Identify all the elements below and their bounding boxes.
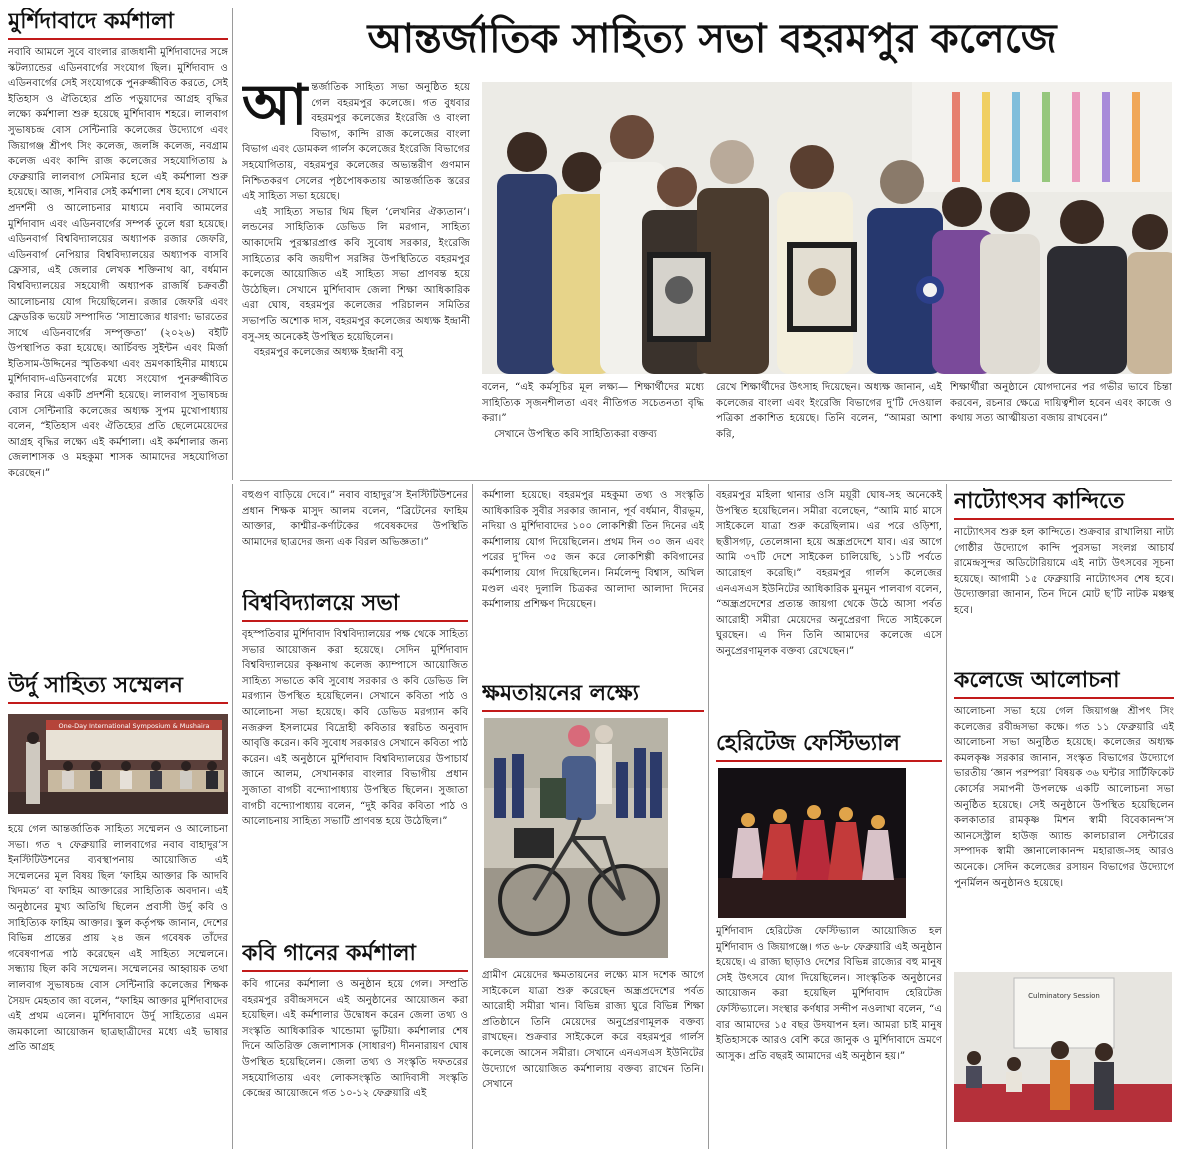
column-divider: [708, 484, 709, 1149]
article-heading: মুর্শিদাবাদে কর্মশালা: [8, 8, 228, 40]
page-title: আন্তর্জাতিক সাহিত্য সভা বহরমপুর কলেজে: [367, 16, 1057, 62]
college-seminar-photo: [954, 972, 1172, 1122]
article-heading: ক্ষমতায়নের লক্ষ্যে: [482, 680, 704, 712]
main-continuation-3: [950, 380, 1172, 478]
article-body: কবি গানের কর্মশালা ও অনুষ্ঠান হয়ে গেল। সম্প্রতি বহরমপুর রবীন্দ্রসদনে এই অনুষ্ঠানের আয়োজন করা হয়েছিল। এই কর্মশালার উদ্বোধন করেন জেলা তথ্য ও সংস্কৃতি আধিকারিক খান্ডোমা ভুটিয়া। কর্মশালার শেষ দিনে অতিরিক্ত জেলাশাসক (সাধারণ) দীননারায়ণ ঘোষ উপস্থিত হয়েছিলেন। জেলা তথ্য ও সংস্কৃতি দফতরের সহযোগিতায় এবং লোকসংস্কৃতি আদিবাসী সংস্কৃতি কেন্দ্রের আয়োজনে গত ১০-১২ ফেব্রুয়ারি এই: [242, 979, 468, 1100]
article-body: বৃহস্পতিবার মুর্শিদাবাদ বিশ্ববিদ্যালয়ের পক্ষ থেকে সাহিত্য সভার আয়োজন করা হয়েছে। সেদিন মুর্শিদাবাদ বিশ্ববিদ্যালয়ের কৃষ্ণনাথ কলেজ ক্যাম্পাসে আয়োজিত সাহিত্য সভাতে কবি সুবোধ সরকার ও কবি ডেভিড লি মরগ্যান উপস্থিত হয়েছিলেন। সেখানে কবিতা পাঠ ও আলোচনা সভা হয়েছে। কবি ডেভিড মরগ্যান কবি নজরুল ইসলামের বিদ্রোহী কবিতার স্বরচিত অনুবাদ আবৃত্তি করেন। কবি সুবোধ সরকারও সেখানে কবিতা পাঠ করেন। এই অনুষ্ঠানে মুর্শিদাবাদ বিশ্ববিদ্যালয়ের উপাচার্য জানে আলম, সেখানকার বাংলার বিভাগীয় প্রধান সুজাতা বাগচী বন্দ্যোপাধ্যায় উপস্থিত ছিলেন। সুজাতা বাগচী বন্দ্যোপাধ্যায় বলেন, “দুই কবির কবিতা পাঠ ও আলোচনায় সাহিত্য সভাটি প্রাণবন্ত হয়ে উঠেছিল।”: [242, 629, 468, 828]
row-divider: [240, 480, 1172, 481]
urdu-banner-text: One-Day International Symposium & Mushaira: [58, 722, 210, 730]
main-cont-text: বলেন, “এই কর্মসূচির মূল লক্ষ্য— শিক্ষার্থীদের মধ্যে সাহিত্যিক সৃজনশীলতা এবং নীতিগত সচেতনতা বৃদ্ধি করা।”: [482, 382, 704, 425]
main-continuation-1: [482, 380, 704, 478]
main-body-text-2: এই সাহিত্য সভার থিম ছিল ‘লেখনির ঐক্যতান’। লন্ডনের সাহিত্যিক ডেভিড লি মরগান, সাহিত্য আকাদেমি পুরস্কারপ্রাপ্ত কবি সুবোধ সরকার, ইংরেজি সাহিত্যের কবি জয়দীপ সরঙ্গির উপস্থিতিতে বহরমপুর কলেজে আয়োজিত এই সাহিত্য সভা প্রাণবন্ত হয়ে উঠেছিল। সেখানে মুর্শিদাবাদ জেলা শিক্ষা আধিকারিক এরা ঘোষ, বহরমপুর কলেজের পরিচালন সমিতির সভাপতি অশোক দাস, বহরমপুর কলেজের অধ্যক্ষ ইন্দ্রানী বসু-সহ অনেকেই উপস্থিত হয়েছিলেন।: [242, 206, 470, 343]
dance-illustration: [718, 768, 906, 918]
continued-text: বহরমপুর মহিলা থানার ওসি ময়ূরী ঘোষ-সহ অনেকেই উপস্থিত হয়েছিলেন। সমীরা বলেছেন, “আমি মার্চ মাসে সাইকেলে যাত্রা শুরু করেছিলাম। এর পরে ওড়িশা, ছত্তীসগঢ়, তেলেঙ্গানা হয়ে অন্ধ্রপ্রদেশে যাব। এর আগে আমি ৩৭টি দেশে সাইকেল চালিয়েছি, ১১টি পর্বতে আরোহণ করেছি।” বহরমপুর গার্লস কলেজের এনএসএস ইউনিটের আধিকারিক মুনমুন পালবাগ বলেন, “অন্ধ্রপ্রদেশের প্রত্যন্ত জায়গা থেকে উঠে আসা পর্বত আরোহী সমীরা মেয়েদের অনুপ্রেরণা দিতে সাইকেলে ঘুরছেন। এ দিন তিনি আমাদের কলেজে এসে অনুপ্রেরণামূলক বক্তব্য রেখেছেন।”: [716, 490, 942, 657]
article-murshidabad-workshop: [8, 8, 228, 668]
article-heading: হেরিটেজ ফেস্টিভ্যাল: [716, 730, 942, 762]
main-continuation-2: [716, 380, 942, 478]
column-divider: [946, 484, 947, 1149]
seminar-illustration: [954, 972, 1172, 1122]
column-divider: [232, 8, 233, 480]
article-heading: উর্দু সাহিত্য সম্মেলন: [8, 672, 228, 704]
article-heading: নাট্যোৎসব কান্দিতে: [954, 488, 1174, 520]
article-body: নাট্যোৎসব শুরু হল কান্দিতে। শুক্রবার রাখালিয়া নাট্য গোষ্ঠীর উদ্যোগে কান্দি পুরসভা সংলগ্ন আচার্য রামেন্দ্রসুন্দর অডিটোরিয়ামে এই নাট্য উৎসবের সূচনা হয়েছে। আগামী ১৫ ফেব্রুয়ারি নাট্যোৎসব শেষ হবে। উদ্যোক্তারা জানান, তিন দিনে মোট ছ’টি নাটক মঞ্চস্থ হবে।: [954, 527, 1174, 616]
article-body: গ্রামীণ মেয়েদের ক্ষমতায়নের লক্ষ্যে মাস দশেক আগে সাইকেলে যাত্রা শুরু করেছেন অন্ধ্রপ্রদেশের পর্বত আরোহী সমীরা খান। বিভিন্ন রাজ্য ঘুরে বিভিন্ন শিক্ষা প্রতিষ্ঠানে তিনি মেয়েদের অনুপ্রেরণামূলক বক্তব্য রাখছেন। শুক্রবার সাইকেলে করে বহরমপুর গার্লস কলেজে আসেন সমীরা। সেখানে এনএসএস ইউনিটের উদ্যোগে আয়োজিত কর্মশালায় বক্তব্য রাখেন তিনি। সেখানে: [482, 970, 704, 1091]
main-cont-text-b: সেখানে উপস্থিত কবি সাহিত্যিকরা বক্তব্য: [494, 428, 657, 440]
cyclist-photo: [484, 718, 668, 958]
continued-text: বহুগুণ বাড়িয়ে দেবে।” নবাব বাহাদুর’স ইনস্টিটিউশনের প্রধান শিক্ষক মাসুদ আলম বলেন, “ব্রিটেনের ফাহিম আক্তার, কাশ্মীর-কর্ণাটকের গবেষকদের উপস্থিতি আমাদের ছাত্রদের জন্য এক বিরল অভিজ্ঞতা।”: [242, 490, 468, 548]
cyclist-illustration: [484, 718, 668, 958]
article-heading: বিশ্ববিদ্যালয়ে সভা: [242, 590, 468, 622]
article-body: হয়ে গেল আন্তর্জাতিক সাহিত্য সম্মেলন ও আলোচনা সভা। গত ৭ ফেব্রুয়ারি লালবাগের নবাব বাহাদুর’স ইনস্টিটিউশনের ব্যবস্থাপনায় আয়োজিত এই সম্মেলনের মূল বিষয় ছিল ‘ফাহিম আক্তার কি আদবি খিদমত’ বা ফাহিম আক্তারের সাহিত্যিক অবদান। এই অনুষ্ঠানের মুখ্য অতিথি ছিলেন প্রবাসী উর্দু কবি ও সাহিত্যিক ফাহিম আক্তার। স্কুল কর্তৃপক্ষ জানান, দেশের বিভিন্ন প্রান্তের প্রায় ২৪ জন গবেষক তাঁদের গবেষণাপত্র পাঠ করেছেন এই সাহিত্য সম্মেলনে। সন্ধ্যায় ছিল কবি সম্মেলন। সম্মেলনের আহ্বায়ক তথা লালবাগ সুভাষচন্দ্র বোস সেন্টিনারি কলেজের শিক্ষক সৈয়দ মেহতাব জা বলেন, “ফাহিম আক্তার মুর্শিদাবাদের এই প্রথম এলেন। মুর্শিদাবাদে উর্দু সাহিত্যের এমন জমকালো আয়োজন ছাত্রছাত্রীদের মধ্যে এই ভাষার প্রতি আগ্রহ: [8, 824, 228, 1054]
literary-meet-illustration: [482, 82, 1172, 374]
urdu-stage-illustration: [8, 714, 228, 814]
column-divider: [472, 484, 473, 1149]
main-cont-text: শিক্ষার্থীরা অনুষ্ঠানে যোগদানের পর গভীর ভাবে চিন্তা করবেন, রচনার ক্ষেত্রে দায়িত্বশীল হবেন এবং কাজে ও কথায় সত্য আত্মীয়তা বজায় রাখবেন।”: [950, 382, 1172, 425]
drop-cap: আ: [242, 80, 308, 138]
column-divider: [232, 484, 233, 1149]
article-body: মুর্শিদাবাদ হেরিটেজ ফেস্টিভ্যাল আয়োজিত হল মুর্শিদাবাদ ও জিয়াগঞ্জে। গত ৬-৮ ফেব্রুয়ারি এই অনুষ্ঠান হয়েছে। এ রাজ্য ছাড়াও দেশের বিভিন্ন রাজ্যের বহু মানুষ সেই উৎসবে যোগ দিয়েছিলেন। সাংস্কৃতিক অনুষ্ঠানের আয়োজন করা হয়েছিল মুর্শিদাবাদ হেরিটেজ ফেস্টিভ্যালে। সংস্থার কর্ণধার সন্দীপ নওলাখা বলেন, “এ বার আমাদের ১৫ বছর উদযাপন হল। আমরা চাই মানুষ ইতিহাসকে আরও বেশি করে জানুক ও মুর্শিদাবাদে ভ্রমণে আসুক। প্রতি বছরই আমাদের এই অনুষ্ঠান হয়।”: [716, 926, 942, 1062]
article-body: আলোচনা সভা হয়ে গেল জিয়াগঞ্জ শ্রীপৎ সিং কলেজের রবীন্দ্রসভা কক্ষে। গত ১১ ফেব্রুয়ারি এই আলোচনা সভা অনুষ্ঠিত হয়েছে। কলেজের অধ্যক্ষ কমলকৃষ্ণ সরকার জানান, সংস্কৃত বিভাগের উদ্যোগে ভারতীয় ‘জ্ঞান পরম্পরা’ বিষয়ক ৩৬ ঘন্টার সার্টিফিকেট কোর্সের সমাপনী উপলক্ষে একটি আলোচনা সভা অনুষ্ঠিত হয়েছে। সেই অনুষ্ঠানে উপস্থিত হয়েছিলেন কলকাতার রামকৃষ্ণ মিশন স্বামী বিবেকানন্দ’স আনসেস্ট্রাল হাউজ় অ্যান্ড কালচারাল সেন্টারের সম্পাদক স্বামী জ্ঞানালোকানন্দ মহারাজ-সহ আরও অনেকে। সেদিন কলেজের রসায়ন বিভাগের উদ্যোগে পুনর্মিলন অনুষ্ঠানও হয়েছে।: [954, 706, 1174, 889]
article-heading: কলেজে আলোচনা: [954, 667, 1174, 699]
column-empowerment: [482, 488, 704, 1152]
article-heading: কবি গানের কর্মশালা: [242, 940, 468, 972]
urdu-conference-photo: [8, 714, 228, 814]
article-urdu-conference: [8, 672, 228, 1152]
column-university-kavigan: [242, 488, 468, 1152]
dance-performance-photo: [718, 768, 906, 918]
main-body-text: ন্তর্জাতিক সাহিত্য সভা অনুষ্ঠিত হয়ে গেল বহরমপুর কলেজে। গত বুধবার বহরমপুর কলেজের ইংরেজি ও বাংলা বিভাগ, কান্দি রাজ কলেজের বাংলা বিভাগ এবং ডোমকল গার্লস কলেজের ইংরেজি বিভাগের সহযোগিতায়, বহরমপুর কলেজের অভ্যন্তরীণ গুণমান নিশ্চিতকরণ সেলের পৃষ্ঠপোষকতায় আন্তর্জাতিক স্তরের এই সাহিত্য সভা হয়েছে।: [242, 82, 470, 203]
seminar-screen-text: Culminatory Session: [1028, 992, 1100, 1000]
article-main-body: [242, 80, 470, 480]
main-event-photo: [482, 82, 1172, 374]
main-cont-text: রেখে শিক্ষার্থীদের উৎসাহ দিয়েছেন। অধ্যক্ষ জানান, এই কলেজের বাংলা এবং ইংরেজি বিভাগের দু’টি দেওয়াল পত্রিকা প্রকাশিত হয়েছে। তিনি বলেন, “আমরা আশা করি,: [716, 382, 942, 440]
column-heritage-festival: [716, 488, 942, 1152]
continued-text: কর্মশালা হয়েছে। বহরমপুর মহকুমা তথ্য ও সংস্কৃতি আধিকারিক সুবীর সরকার জানান, পূর্ব বর্ধমান, বীরভূম, নদিয়া ও মুর্শিদাবাদের ১০০ লোকশিল্পী তিন দিনের এই কর্মশালায় যোগ দিয়েছিলেন। প্রথম দিন ৩০ জন এবং পরের দু’দিন ৩৫ জন করে লোকশিল্পী কবিগানের কর্মশালায় যোগ দিয়েছিলেন। নির্মলেন্দু বিশ্বাস, অখিল মণ্ডল এবং দুলালি চিত্রকর আলাদা আলাদা দিনের কর্মশালায় প্রশিক্ষণ দিয়েছেন।: [482, 490, 704, 611]
article-body: নবাবি আমলে সুবে বাংলার রাজধানী মুর্শিদাবাদের সঙ্গে স্কটল্যান্ডের এডিনবার্গের সংযোগ ছিল। মুর্শিদাবাদ ও এডিনবার্গের সেই সংযোগকে পুনরুজ্জীবিত করতে, সেই ইতিহাস ও ঐতিহ্যের প্রতি পড়ুয়াদের আগ্রহ বৃদ্ধির লক্ষ্যে কর্মশালা শুরু হয়েছে মুর্শিদাবাদ শহরে। লালবাগ সুভাষচন্দ্র বোস সেন্টিনারি কলেজের উদ্যোগে এবং জিয়াগঞ্জ শ্রীপৎ সিং কলেজ, জলঙ্গি কলেজ, নবগ্রাম কলেজ এবং কান্দি রাজ কলেজের সহযোগিতায় ৯ ফেব্রুয়ারি লালবাগ সেমিনার হলে এই কর্মশালা শুরু হয়েছে। আজ, শনিবার সেই কর্মশালা শেষ হবে। সেখানে প্রদর্শনী ও আলোচনার মাধ্যমে নবাবি আমলের মুর্শিদাবাদ এবং এডিনবার্গের সম্পর্ক তুলে ধরা হয়েছে। এডিনবার্গ বিশ্ববিদ্যালয়ের অধ্যাপক রজার জেফরি, এডিনবার্গ নেপিয়ার বিশ্ববিদ্যালয়ের অধ্যাপক বাসবি ফ্রেসার, এই জেলার লেখক শক্তিনাথ ঝা, বর্ধমান বিশ্ববিদ্যালয়ের সহযোগী অধ্যাপক রাজর্ষি চক্রবর্তী আলোচনায় যোগ দিয়েছিলেন। রজার জেফরি এবং ফ্রেডরিক ভয়েট সম্পাদিত ‘সাম্রাজ্যের ধারণা: ভারতের সাথে এডিনবার্গের সম্পৃক্ততা’ (২০২৬) বইটি উপস্থাপিত করা হয়েছে। আর্চিবল্ড সুইন্টন এবং মির্জা ইতিসাম-উদ্দিনের স্মৃতিকথা এবং ভ্রমণকাহিনীর মাধ্যমে মুর্শিদাবাদ-এডিনবার্গের মধ্যে সংযোগ পুনরুজ্জীবিত করার নিয়ে একটি প্রদর্শনী হয়েছে। লালবাগ সুভাষচন্দ্র বোস সেন্টিনারি কলেজের অধ্যক্ষ সুপম মুখোপাধ্যায় বলেন, “ইতিহাস এবং ঐতিহ্যের প্রতি ছেলেমেয়েদের আগ্রহ বৃদ্ধির লক্ষ্যে এই কর্মশালা। এই কর্মশালার জন্য জেলাশাসক ও মহকুমা শাসক আমাদের সহযোগিতা করেছেন।”: [8, 47, 228, 480]
column-drama-college: [954, 488, 1174, 1152]
main-body-text-3: বহরমপুর কলেজের অধ্যক্ষ ইন্দ্রানী বসু: [254, 347, 404, 359]
